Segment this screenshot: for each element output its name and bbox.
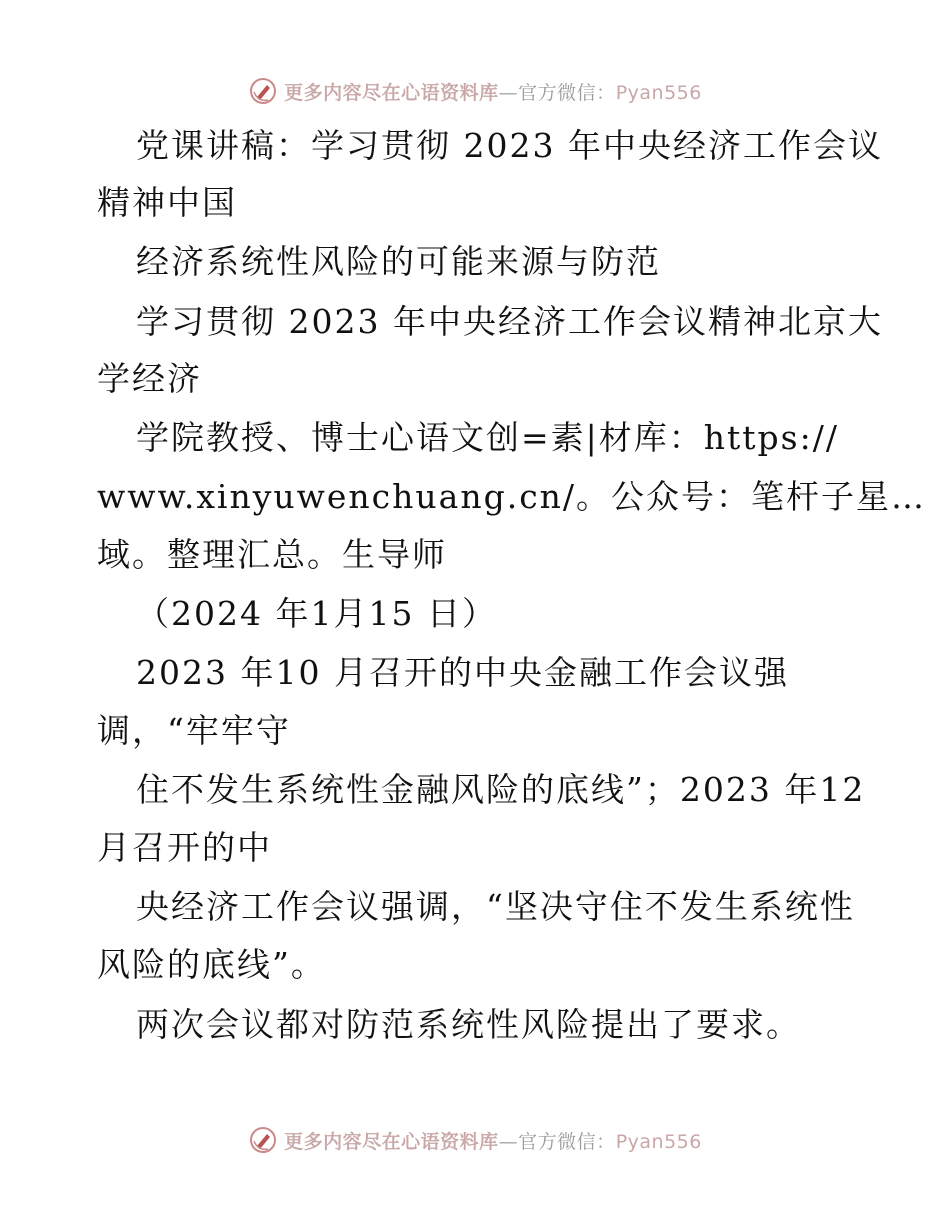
header-wechat-id: Pyan556 [615, 81, 702, 104]
doc-line: 经济系统性风险的可能来源与防范 [136, 242, 661, 281]
doc-line: 精神中国 [97, 183, 237, 222]
doc-line: 风险的底线”。 [97, 945, 326, 984]
header-brand: 更多内容尽在心语资料库 [284, 81, 499, 104]
doc-line: 域。整理汇总。生导师 [97, 535, 447, 574]
doc-line: 月召开的中 [97, 828, 272, 867]
doc-line: （2024 年1月15 日） [136, 594, 497, 633]
doc-line: www.xinyuwenchuang.cn/。公众号：笔杆子星… [97, 477, 927, 516]
footer-dash: — [498, 1130, 519, 1153]
header-dash: — [498, 81, 519, 104]
doc-line: 央经济工作会议强调，“坚决守住不发生系统性 [136, 887, 855, 926]
footer-brand: 更多内容尽在心语资料库 [284, 1130, 499, 1153]
footer-wechat-id: Pyan556 [615, 1130, 702, 1153]
doc-line: 住不发生系统性金融风险的底线”；2023 年12 [136, 770, 866, 809]
doc-line: 学经济 [97, 359, 202, 398]
header-wechat-label: 官方微信： [518, 81, 616, 104]
doc-line: 调，“牢牢守 [97, 711, 291, 750]
footer-wechat-label: 官方微信： [518, 1130, 616, 1153]
doc-line: 学院教授、博士心语文创=素|材库：https:// [136, 418, 839, 457]
pen-logo-icon [248, 1125, 278, 1155]
doc-line: 两次会议都对防范系统性风险提出了要求。 [136, 1005, 801, 1044]
doc-line: 2023 年10 月召开的中央金融工作会议强 [136, 653, 789, 692]
doc-line: 学习贯彻 2023 年中央经济工作会议精神北京大 [136, 302, 883, 341]
doc-line: 党课讲稿：学习贯彻 2023 年中央经济工作会议 [136, 126, 883, 165]
footer-watermark [0, 1120, 950, 1160]
